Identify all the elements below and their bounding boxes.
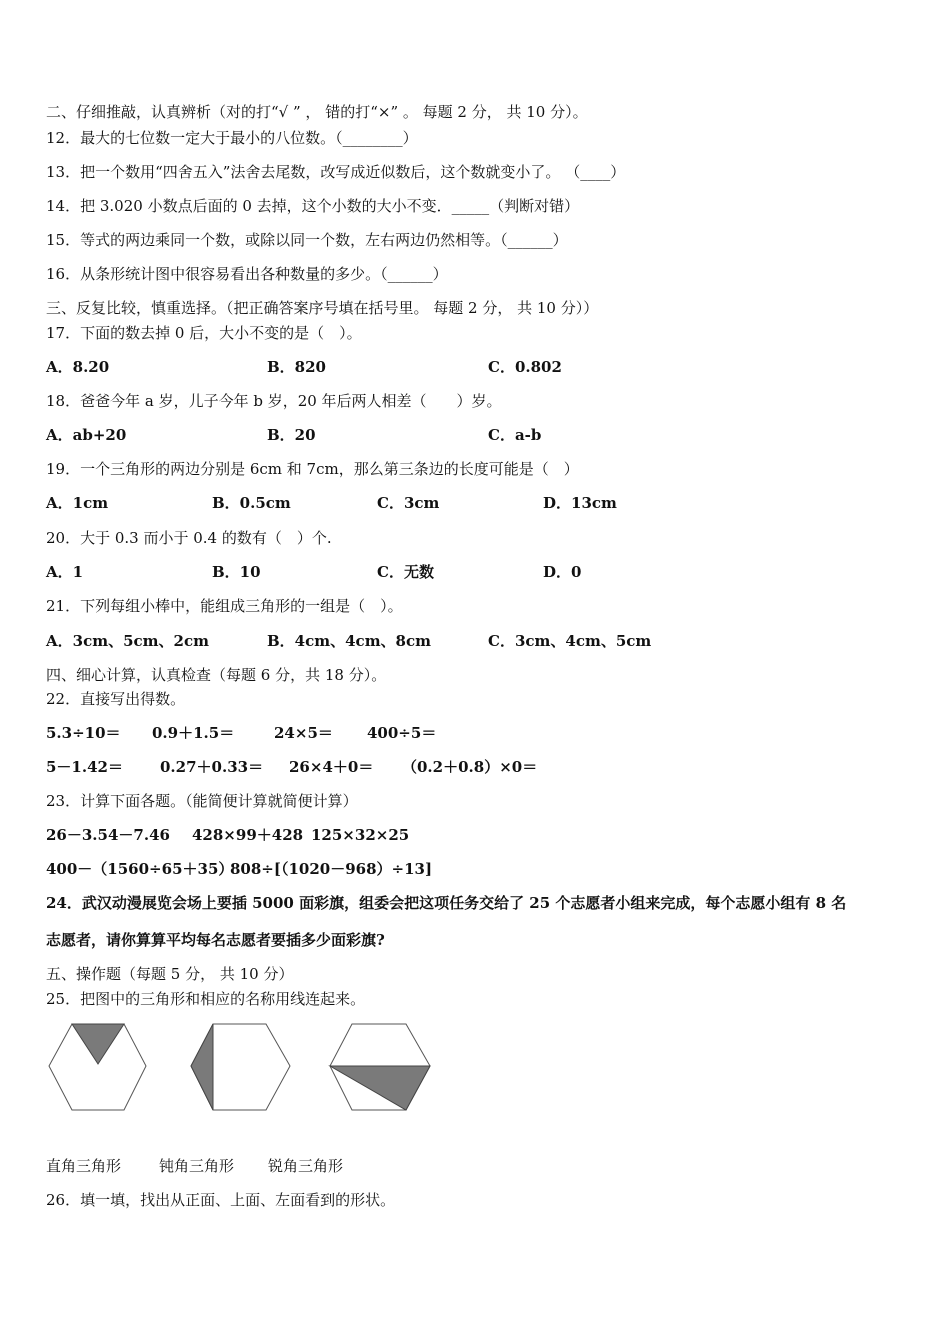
q20-option-b: B．10 xyxy=(212,563,261,581)
q20-option-a: A．1 xyxy=(46,563,84,581)
question-18: 18．爸爸今年 a 岁，儿子今年 b 岁，20 年后两人相差（ ）岁。 xyxy=(46,392,502,410)
section-2-title: 二、仔细推敲，认真辨析（对的打“√ ” ， 错的打“×” 。 每题 2 分， 共 10 分）。 xyxy=(46,103,588,121)
q23-expr-2: 428×99＋428 xyxy=(192,826,304,844)
q19-option-d: D．13cm xyxy=(543,494,617,512)
q18-option-a: A．ab+20 xyxy=(46,426,127,444)
q23-expr-1: 26－3.54－7.46 xyxy=(46,826,170,844)
label-obtuse-triangle: 钝角三角形 xyxy=(159,1157,235,1175)
q17-option-a: A．8.20 xyxy=(46,358,110,376)
q22-expr-6: 0.27＋0.33＝ xyxy=(160,758,264,776)
q23-expr-5: 808÷[（1020－968）÷13] xyxy=(230,860,433,878)
q22-expr-7: 26×4＋0＝ xyxy=(289,758,374,776)
q17-option-c: C．0.802 xyxy=(488,358,562,376)
q18-option-c: C．a-b xyxy=(488,426,542,444)
question-21: 21．下列每组小棒中，能组成三角形的一组是（ ）。 xyxy=(46,597,403,615)
question-26: 26．填一填，找出从正面、上面、左面看到的形状。 xyxy=(46,1191,396,1209)
section-3-title: 三、反复比较，慎重选择。（把正确答案序号填在括号里。 每题 2 分， 共 10 分）） xyxy=(46,299,599,317)
section-4-title: 四、细心计算，认真检查（每题 6 分，共 18 分）。 xyxy=(46,666,387,684)
label-acute-triangle: 锐角三角形 xyxy=(268,1157,344,1175)
question-12: 12．最大的七位数一定大于最小的八位数。（________） xyxy=(46,129,418,147)
question-22: 22．直接写出得数。 xyxy=(46,690,186,708)
hexagon-figure-2 xyxy=(191,1024,290,1110)
question-19: 19．一个三角形的两边分别是 6cm 和 7cm，那么第三条边的长度可能是（ ） xyxy=(46,460,579,478)
shaded-triangle-2 xyxy=(191,1024,213,1110)
question-17: 17．下面的数去掉 0 后，大小不变的是（ ）。 xyxy=(46,324,362,342)
q22-expr-2: 0.9＋1.5＝ xyxy=(152,724,235,742)
q19-option-b: B．0.5cm xyxy=(212,494,291,512)
section-5-title: 五、操作题（每题 5 分， 共 10 分） xyxy=(46,965,294,983)
hexagon-figure-1 xyxy=(49,1024,146,1110)
q20-option-c: C．无数 xyxy=(377,563,434,581)
question-25: 25．把图中的三角形和相应的名称用线连起来。 xyxy=(46,990,366,1008)
q20-option-d: D．0 xyxy=(543,563,582,581)
q17-option-b: B．820 xyxy=(267,358,326,376)
question-13: 13．把一个数用“四舍五入”法舍去尾数，改写成近似数后，这个数就变小了。 （____） xyxy=(46,163,626,181)
q19-option-a: A．1cm xyxy=(46,494,109,512)
question-24-line-1: 24．武汉动漫展览会场上要插 5000 面彩旗，组委会把这项任务交给了 25 个志愿者小组来完成，每个志愿小组有 8 名 xyxy=(46,894,847,912)
label-right-triangle: 直角三角形 xyxy=(46,1157,122,1175)
q21-option-a: A．3cm、5cm、2cm xyxy=(46,632,209,650)
question-23: 23．计算下面各题。（能简便计算就简便计算） xyxy=(46,792,358,810)
q22-expr-4: 400÷5＝ xyxy=(367,724,437,742)
q22-expr-5: 5－1.42＝ xyxy=(46,758,123,776)
q18-option-b: B．20 xyxy=(267,426,316,444)
question-15: 15．等式的两边乘同一个数，或除以同一个数，左右两边仍然相等。（______） xyxy=(46,231,568,249)
question-24-line-2: 志愿者，请你算算平均每名志愿者要插多少面彩旗? xyxy=(46,931,385,949)
triangle-figures xyxy=(40,1016,440,1116)
q22-expr-8: （0.2＋0.8）×0＝ xyxy=(402,758,538,776)
q22-expr-1: 5.3÷10＝ xyxy=(46,724,121,742)
q22-expr-3: 24×5＝ xyxy=(274,724,333,742)
q21-option-c: C．3cm、4cm、5cm xyxy=(488,632,652,650)
q21-option-b: B．4cm、4cm、8cm xyxy=(267,632,432,650)
question-16: 16．从条形统计图中很容易看出各种数量的多少。（______） xyxy=(46,265,448,283)
hexagon-figure-3 xyxy=(330,1024,430,1110)
q19-option-c: C．3cm xyxy=(377,494,440,512)
q23-expr-3: 125×32×25 xyxy=(311,826,410,844)
question-14: 14．把 3.020 小数点后面的 0 去掉，这个小数的大小不变．_____（判断对错） xyxy=(46,197,580,215)
q23-expr-4: 400－（1560÷65＋35） xyxy=(46,860,234,878)
question-20: 20．大于 0.3 而小于 0.4 的数有（ ）个. xyxy=(46,529,332,547)
